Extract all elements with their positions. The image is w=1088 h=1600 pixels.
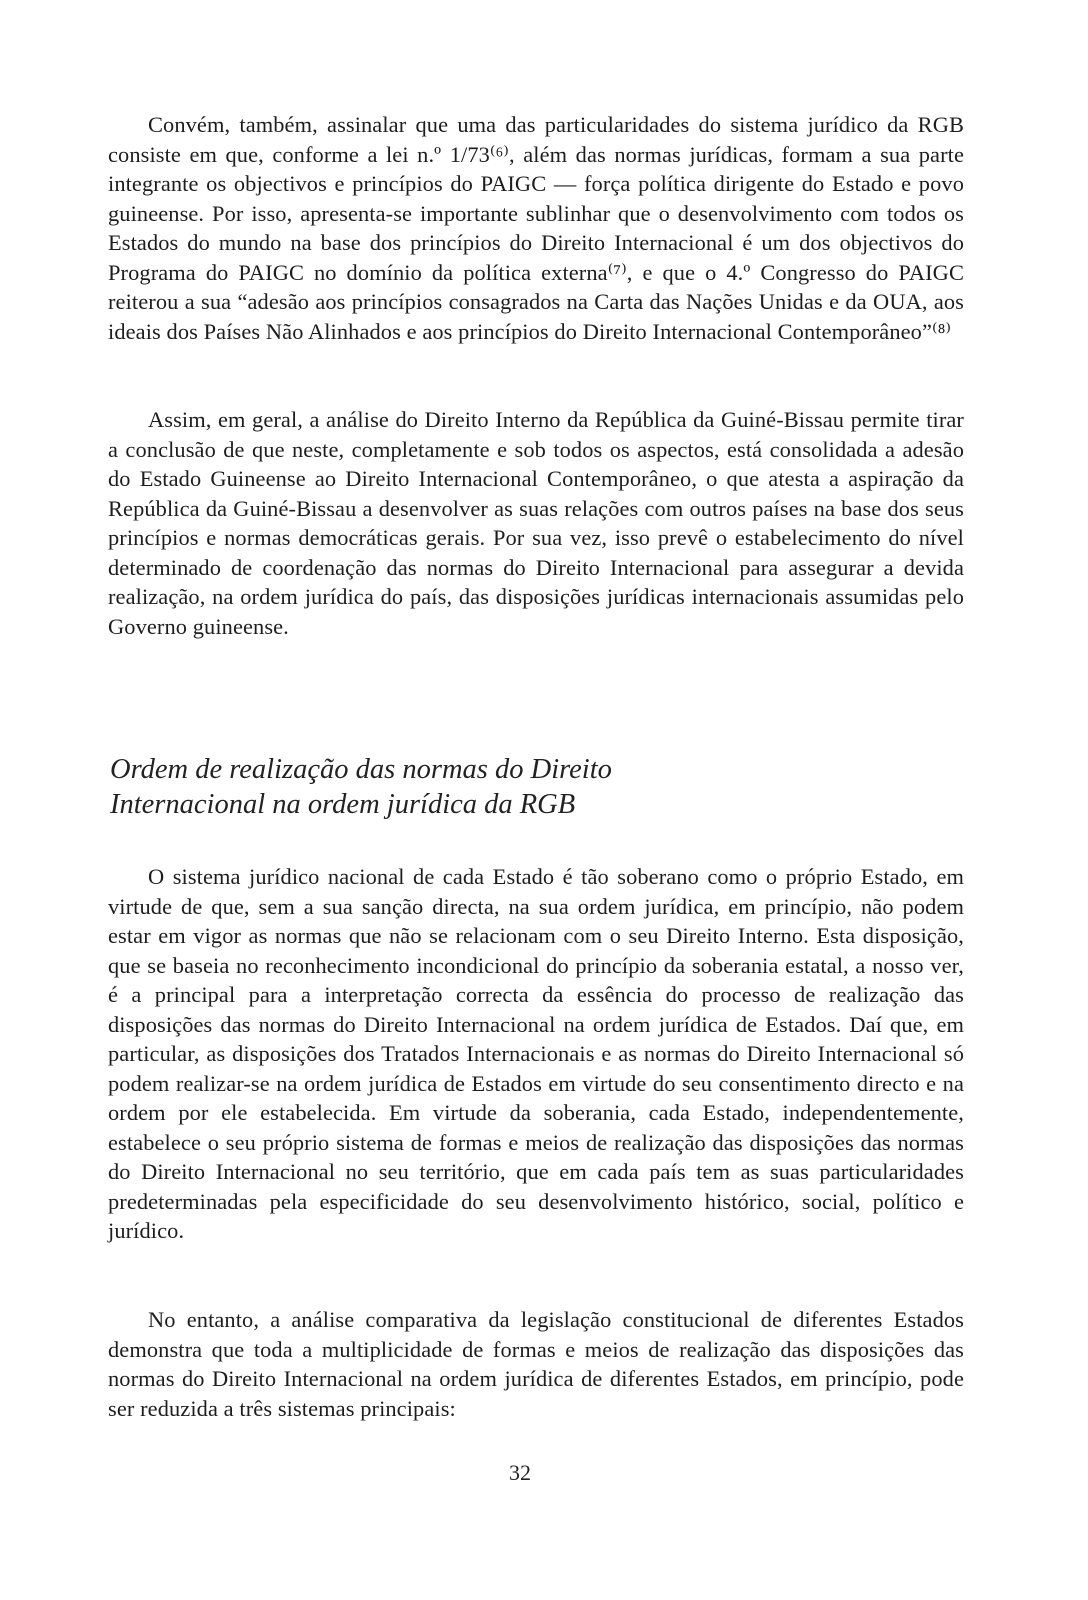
- section-heading-line-2: Internacional na ordem jurídica da RGB: [110, 789, 576, 820]
- section-heading-line-1: Ordem de realização das normas do Direito: [110, 754, 612, 785]
- paragraph-internal-law-analysis: Assim, em geral, a análise do Direito Interno da República da Guiné-Bissau permite tirar a conclusão de que neste, completamente e sob todos os aspectos, está consolidada a adesão do Estado Guineense ao Direito Internacional Contemporâneo, o que atesta a aspiração da República da Guiné-Bissau a desenvolver as suas relações com outros países na base dos seus princípios e normas democráticas gerais. Por sua vez, isso prevê o estabelecimento do nível determinado de coordenação das normas do Direito Internacional para assegurar a devida realização, na ordem jurídica do país, das disposições jurídicas internacionais assumidas pelo Governo guineense.: [108, 407, 964, 639]
- paragraph-national-sovereignty: O sistema jurídico nacional de cada Estado é tão soberano como o próprio Estado, em virtude de que, sem a sua sanção directa, na sua ordem jurídica, em princípio, não podem estar em vigor as normas que não se relacionam com o seu Direito Interno. Esta disposição, que se baseia no reconhecimento incondicional do princípio da soberania estatal, a nosso ver, é a principal para a interpretação correcta da essência do processo de realização das disposições das normas do Direito Internacional na ordem jurídica de Estados. Daí que, em particular, as disposições dos Tratados Internacionais e as normas do Direito Internacional só podem realizar-se na ordem jurídica de Estados em virtude do seu consentimento directo e na ordem por ele estabelecida. Em virtude da soberania, cada Estado, independentemente, estabelece o seu próprio sistema de formas e meios de realização das disposições das normas do Direito Internacional no seu território, que em cada país tem as suas particularidades predeterminadas pela especificidade do seu desenvolvimento histórico, social, político e jurídico.: [108, 864, 964, 1243]
- section-heading: [110, 752, 970, 822]
- paragraph-comparative-analysis: No entanto, a análise comparativa da legislação constitucional de diferentes Estados demonstra que toda a multiplicidade de formas e meios de realização das disposições das normas do Direito Internacional na ordem jurídica de diferentes Estados, em princípio, pode ser reduzida a três sistemas principais:: [108, 1307, 964, 1421]
- paragraph-legal-system-particularities: Convém, também, assinalar que uma das particularidades do sistema jurídico da RGB consiste em que, conforme a lei n.º 1/73⁽⁶⁾, além das normas jurídicas, formam a sua parte integrante os objectivos e princípios do PAIGC — força política dirigente do Estado e povo guineense. Por isso, apresenta-se importante sublinhar que o desenvolvimento com todos os Estados do mundo na base dos princípios do Direito Internacional é um dos objectivos do Programa do PAIGC no domínio da política externa⁽⁷⁾, e que o 4.º Congresso do PAIGC reiterou a sua “adesão aos princípios consagrados na Carta das Nações Unidas e da OUA, aos ideais dos Países Não Alinhados e aos princípios do Direito Internacional Contemporâneo”⁽⁸⁾: [108, 112, 964, 344]
- page-number: 32: [509, 1460, 531, 1485]
